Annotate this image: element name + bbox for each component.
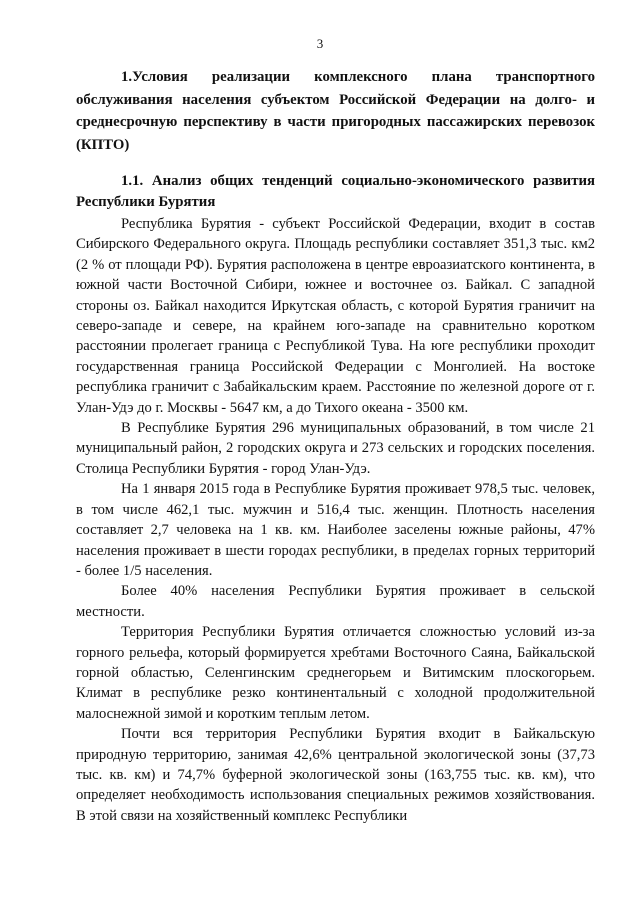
paragraph-population: На 1 января 2015 года в Республике Бурятия проживает 978,5 тыс. человек, в том числе 462,1 тыс. мужчин и 516,4 тыс. женщин. Плотность населения составляет 2,7 человека на 1 кв. км. Наиболее заселены южные районы, 47% населения проживает в шести городах республики, в пределах горных территорий - более 1/5 населения. <box>76 481 595 579</box>
paragraph-geography: Республика Бурятия - субъект Российской Федерации, входит в состав Сибирского Федерального округа. Площадь республики составляет 351,3 тыс. км2 (2 % от площади РФ). Бурятия расположена в центре евроазиатского континента, в южной части Восточной Сибири, южнее и восточнее оз. Байкал. С западной стороны оз. Байкал находится Иркутская область, с которой Бурятия граничит на северо-западе и севере, на крайнем юго-западе на сравнительно коротком расстоянии пролегает граница с Республикой Тува. На юге республики проходит государственная граница Российской Федерации с Монголией. На востоке республика граничит с Забайкальским краем. Расстояние по железной дороге от г. Улан-Удэ до г. Москвы - 5647 км, а до Тихого океана - 3500 км. <box>76 216 595 416</box>
section-heading: 1.Условия реализации комплексного плана транспортного обслуживания населения субъектом Российской Федерации на долго- и среднесрочную перспективу в части пригородных пассажирских перевозок (КПТО) <box>76 69 595 153</box>
document-body <box>76 66 595 826</box>
page-number: 3 <box>316 36 324 51</box>
subsection-heading: 1.1. Анализ общих тенденций социально-экономического развития Республики Бурятия <box>76 173 595 210</box>
paragraph-baikal-territory: Почти вся территория Республики Бурятия входит в Байкальскую природную территорию, занимая 42,6% центральной экологической зоны (37,73 тыс. кв. км) и 74,7% буферной экологической зоны (163,755 тыс. кв. км), что определяет необходимость использования специальных режимов хозяйствования. В этой связи на хозяйственный комплекс Республики <box>76 726 595 824</box>
paragraph-municipalities: В Республике Бурятия 296 муниципальных образований, в том числе 21 муниципальный район, 2 городских округа и 273 сельских и городских поселения. Столица Республики Бурятия - город Улан-Удэ. <box>76 420 595 477</box>
paragraph-terrain-climate: Территория Республики Бурятия отличается сложностью условий из-за горного рельефа, который формируется хребтами Восточного Саяна, Байкальской горной областью, Селенгинским среднегорьем и Витимским плоскогорьем. Климат в республике резко континентальный с холодной продолжительной малоснежной зимой и коротким теплым летом. <box>76 624 595 722</box>
paragraph-rural: Более 40% населения Республики Бурятия проживает в сельской местности. <box>76 583 595 620</box>
